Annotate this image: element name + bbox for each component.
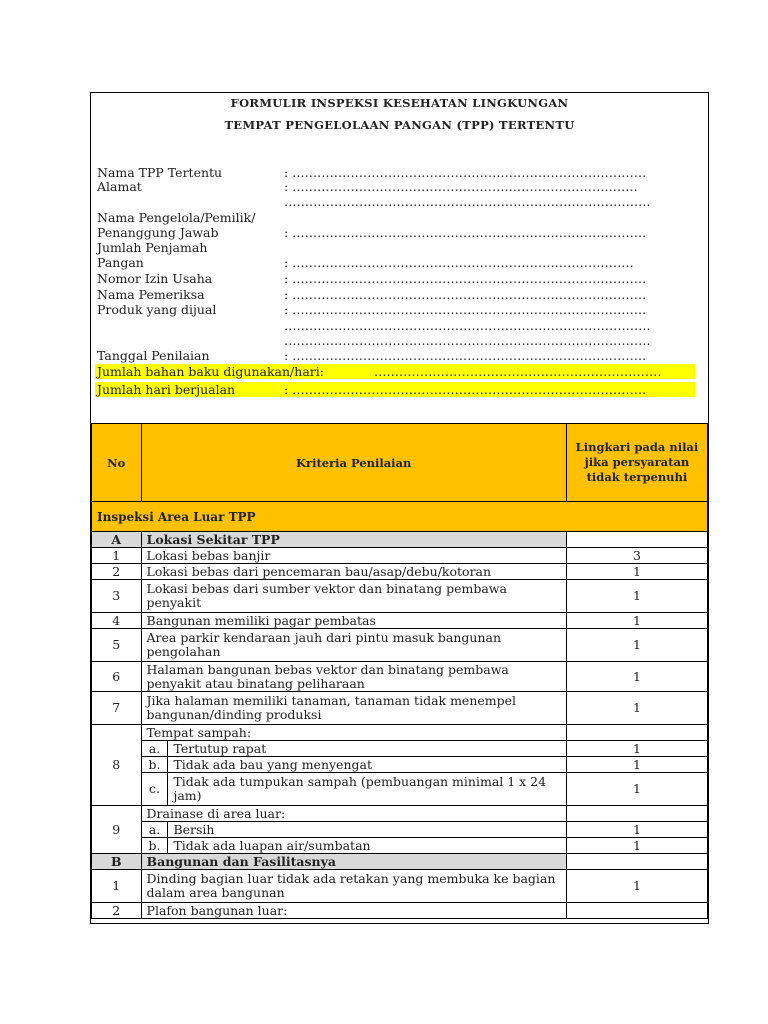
row-text: Plafon bangunan luar: bbox=[141, 903, 566, 919]
field-label-highlight: Jumlah hari berjualan bbox=[97, 382, 236, 397]
field-value-highlight[interactable]: : …………………………………………………………………………. bbox=[284, 383, 647, 397]
sub-letter: a. bbox=[141, 822, 168, 838]
sub-value[interactable]: 1 bbox=[566, 822, 707, 838]
row-no: 1 bbox=[92, 548, 142, 564]
row-no: 1 bbox=[92, 870, 142, 903]
field-value-highlight[interactable]: …………………………………………………………… bbox=[374, 365, 662, 379]
field-label: Nama TPP Tertentu bbox=[97, 165, 223, 180]
field-value[interactable]: : …………………………………………………………………………. bbox=[284, 303, 647, 317]
row-text: Lokasi bebas dari sumber vektor dan binatang pembawa penyakit bbox=[141, 580, 566, 613]
criteria-table bbox=[91, 423, 708, 919]
field-label: Jumlah Penjamah bbox=[97, 240, 208, 255]
row-value[interactable]: 1 bbox=[566, 629, 707, 662]
row-no: 9 bbox=[92, 806, 142, 854]
row-value[interactable]: 1 bbox=[566, 564, 707, 580]
row-value[interactable]: 1 bbox=[566, 870, 707, 903]
group-title: Bangunan dan Fasilitasnya bbox=[141, 854, 566, 870]
sub-letter: c. bbox=[141, 773, 168, 806]
group-letter: B bbox=[92, 854, 142, 870]
field-label: Alamat bbox=[97, 179, 142, 194]
table-row bbox=[92, 870, 708, 903]
field-value[interactable]: : …………………………………………………………………………. bbox=[284, 166, 647, 180]
sub-text: Tidak ada luapan air/sumbatan bbox=[168, 838, 566, 854]
sub-row bbox=[92, 741, 708, 757]
field-value[interactable]: : …………………………………………………………………………. bbox=[284, 272, 647, 286]
field-value[interactable]: : …………………………………………………………………………. bbox=[284, 288, 647, 302]
sub-letter: b. bbox=[141, 757, 168, 773]
row-no: 3 bbox=[92, 580, 142, 613]
table-row bbox=[92, 806, 708, 822]
row-text: Lokasi bebas dari pencemaran bau/asap/debu/kotoran bbox=[141, 564, 566, 580]
row-text: Halaman bangunan bebas vektor dan binatang pembawa penyakit atau binatang peliharaan bbox=[141, 662, 566, 692]
table-header bbox=[92, 424, 708, 502]
row-value bbox=[566, 725, 707, 741]
field-label: Tanggal Penilaian bbox=[97, 348, 210, 363]
field-value[interactable]: : …………………………………………………………………………. bbox=[284, 349, 647, 363]
field-value[interactable]: ……………………………………………………………………………. bbox=[284, 195, 651, 209]
row-no: 4 bbox=[92, 613, 142, 629]
row-text: Dinding bagian luar tidak ada retakan yang membuka ke bagian dalam area bangunan bbox=[141, 870, 566, 903]
row-no: 5 bbox=[92, 629, 142, 662]
row-value[interactable] bbox=[566, 903, 707, 919]
field-label-highlight: Jumlah bahan baku digunakan/hari: bbox=[97, 364, 324, 379]
row-value bbox=[566, 806, 707, 822]
sub-row bbox=[92, 773, 708, 806]
header-kriteria: Kriteria Penilaian bbox=[141, 424, 566, 502]
group-letter: A bbox=[92, 532, 142, 548]
sub-row bbox=[92, 757, 708, 773]
table-row bbox=[92, 548, 708, 564]
sub-value[interactable]: 1 bbox=[566, 757, 707, 773]
header-no: No bbox=[92, 424, 142, 502]
field-label: Produk yang dijual bbox=[97, 302, 217, 317]
row-no: 2 bbox=[92, 903, 142, 919]
field-label: Nomor Izin Usaha bbox=[97, 271, 213, 286]
group-row bbox=[92, 532, 708, 548]
row-text: Bangunan memiliki pagar pembatas bbox=[141, 613, 566, 629]
sub-text: Bersih bbox=[168, 822, 566, 838]
row-text: Drainase di area luar: bbox=[141, 806, 566, 822]
row-text: Tempat sampah: bbox=[141, 725, 566, 741]
sub-value[interactable]: 1 bbox=[566, 773, 707, 806]
row-no: 6 bbox=[92, 662, 142, 692]
sub-letter: b. bbox=[141, 838, 168, 854]
row-value[interactable]: 1 bbox=[566, 662, 707, 692]
field-value[interactable]: ……………………………………………………………………………. bbox=[284, 319, 651, 333]
form-title-line1: FORMULIR INSPEKSI KESEHATAN LINGKUNGAN bbox=[230, 96, 569, 110]
group-value bbox=[566, 854, 707, 870]
row-text: Area parkir kendaraan jauh dari pintu masuk bangunan pengolahan bbox=[141, 629, 566, 662]
field-label: Nama Pengelola/Pemilik/ bbox=[97, 210, 256, 225]
field-value[interactable]: : ………………….……………………………………………………. bbox=[284, 180, 638, 194]
section-title: Inspeksi Area Luar TPP bbox=[92, 502, 708, 532]
table-row bbox=[92, 692, 708, 725]
table-row bbox=[92, 629, 708, 662]
row-text: Jika halaman memiliki tanaman, tanaman tidak menempel bangunan/dinding produksi bbox=[141, 692, 566, 725]
group-value bbox=[566, 532, 707, 548]
row-no: 7 bbox=[92, 692, 142, 725]
field-label: Nama Pemeriksa bbox=[97, 287, 205, 302]
sub-value[interactable]: 1 bbox=[566, 838, 707, 854]
row-no: 2 bbox=[92, 564, 142, 580]
form-title-line2: TEMPAT PENGELOLAAN PANGAN (TPP) TERTENTU bbox=[224, 118, 575, 132]
sub-value[interactable]: 1 bbox=[566, 741, 707, 757]
table-row bbox=[92, 613, 708, 629]
table-row bbox=[92, 580, 708, 613]
sub-letter: a. bbox=[141, 741, 168, 757]
sub-text: Tertutup rapat bbox=[168, 741, 566, 757]
group-row bbox=[92, 854, 708, 870]
group-title: Lokasi Sekitar TPP bbox=[141, 532, 566, 548]
row-value[interactable]: 1 bbox=[566, 613, 707, 629]
sub-row bbox=[92, 838, 708, 854]
table-row bbox=[92, 662, 708, 692]
inspection-form-page bbox=[90, 92, 709, 924]
table-row bbox=[92, 725, 708, 741]
field-value[interactable]: ……………………………………………………………………………. bbox=[284, 334, 651, 348]
sub-text: Tidak ada bau yang menyengat bbox=[168, 757, 566, 773]
row-value[interactable]: 1 bbox=[566, 692, 707, 725]
row-text: Lokasi bebas banjir bbox=[141, 548, 566, 564]
table-row bbox=[92, 903, 708, 919]
header-nilai: Lingkari pada nilai jika persyaratan tidak terpenuhi bbox=[566, 424, 707, 502]
field-label: Pangan bbox=[97, 255, 144, 270]
section-row bbox=[92, 502, 708, 532]
row-value[interactable]: 1 bbox=[566, 580, 707, 613]
row-no: 8 bbox=[92, 725, 142, 806]
row-value[interactable]: 3 bbox=[566, 548, 707, 564]
field-value[interactable]: : …………………………………………………………………………. bbox=[284, 226, 647, 240]
field-label: Penanggung Jawab bbox=[97, 225, 219, 240]
table-row bbox=[92, 564, 708, 580]
field-value[interactable]: : ………………………………………………………………………. bbox=[284, 256, 634, 270]
sub-row bbox=[92, 822, 708, 838]
sub-text: Tidak ada tumpukan sampah (pembuangan minimal 1 x 24 jam) bbox=[168, 773, 566, 806]
